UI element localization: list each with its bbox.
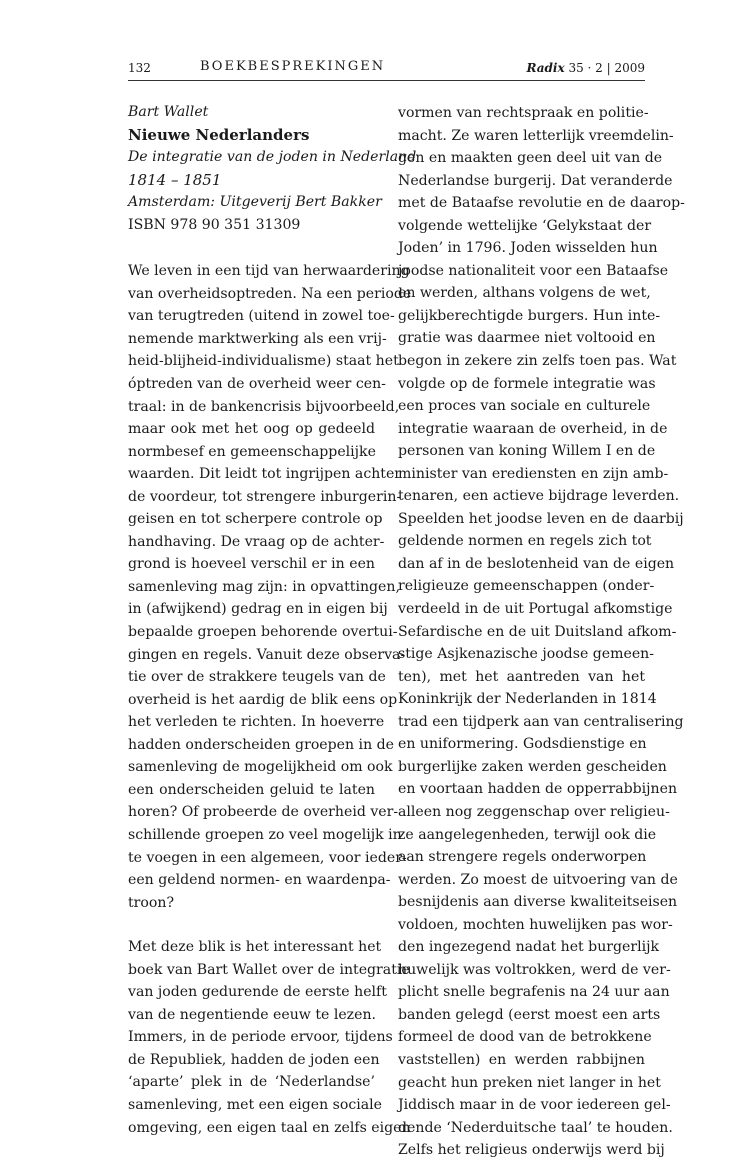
text-line: werden. Zo moest de uitvoering van de bbox=[398, 871, 678, 888]
text-line: van overheidsoptreden. Na een periode bbox=[128, 285, 412, 302]
text-line: geisen en tot scherpere controle op bbox=[128, 511, 383, 528]
journal-reference bbox=[526, 61, 645, 75]
book-subtitle: De integratie van de joden in Nederland bbox=[128, 149, 417, 166]
book-details bbox=[128, 101, 417, 236]
text-line: verdeeld in de uit Portugal afkomstige bbox=[398, 601, 673, 618]
text-line: heid-blijheid-individualisme) staat het bbox=[128, 353, 399, 370]
text-line: macht. Ze waren letterlijk vreemdelin- bbox=[398, 127, 674, 144]
text-line: vormen van rechtspraak en politie- bbox=[398, 105, 649, 121]
text-line: banden gelegd (eerst moest een arts bbox=[398, 1006, 661, 1023]
book-isbn: ISBN 978 90 351 31309 bbox=[128, 216, 301, 233]
text-line: integratie waaraan de overheid, in de bbox=[398, 420, 668, 437]
text-line: Nederlandse burgerij. Dat veranderde bbox=[398, 172, 673, 189]
text-line: waarden. Dit leidt tot ingrijpen achter bbox=[128, 466, 402, 483]
text-line: personen van koning Willem I en de bbox=[398, 443, 656, 460]
text-line: samenleving de mogelijkheid om ook bbox=[128, 759, 393, 776]
right-column bbox=[398, 102, 685, 1162]
text-line: tenaren, een actieve bijdrage leverden. bbox=[398, 488, 680, 505]
text-line: nemende marktwerking als een vrij- bbox=[128, 330, 387, 347]
text-line: Sefardische en de uit Duitsland afkom- bbox=[398, 623, 677, 640]
text-line: geacht hun preken niet langer in het bbox=[398, 1074, 661, 1091]
text-line: huwelijk was voltrokken, werd de ver- bbox=[398, 961, 671, 978]
text-line: geldende normen en regels zich tot bbox=[398, 533, 652, 550]
section-title: BOEKBESPREKINGEN bbox=[200, 59, 386, 74]
text-line: een proces van sociale en culturele bbox=[398, 398, 651, 415]
text-line: horen? Of probeerde de overheid ver- bbox=[128, 804, 399, 821]
book-years: 1814 – 1851 bbox=[128, 170, 222, 189]
text-line: voldoen, mochten huwelijken pas wor- bbox=[398, 916, 673, 933]
text-line: overheid is het aardig de blik eens op bbox=[128, 691, 398, 708]
page-header bbox=[128, 60, 645, 80]
text-line: en uniformering. Godsdienstige en bbox=[398, 736, 647, 753]
text-line: handhaving. De vraag op de achter- bbox=[128, 533, 385, 550]
text-line: van de negentiende eeuw te lezen. bbox=[128, 1006, 377, 1023]
text-line: een geldend normen- en waardenpa- bbox=[128, 872, 391, 889]
text-line: gratie was daarmee niet voltooid en bbox=[398, 330, 656, 347]
text-line: samenleving, met een eigen sociale bbox=[128, 1096, 383, 1113]
journal-name: Radix bbox=[526, 61, 565, 75]
text-line: gen en maakten geen deel uit van de bbox=[398, 150, 663, 167]
text-line: vaststellen) en werden rabbijnen bbox=[398, 1051, 645, 1068]
text-line: Immers, in de periode ervoor, tijdens bbox=[128, 1029, 393, 1046]
text-line: een onderscheiden geluid te laten bbox=[128, 781, 375, 798]
text-line: óptreden van de overheid weer cen- bbox=[128, 376, 386, 393]
text-line: stige Asjkenazische joodse gemeen- bbox=[398, 646, 655, 663]
text-line: boek van Bart Wallet over de integratie bbox=[128, 961, 410, 978]
header-rule bbox=[128, 80, 645, 81]
text-line: ten), met het aantreden van het bbox=[398, 668, 645, 685]
text-line: Koninkrijk der Nederlanden in 1814 bbox=[398, 691, 657, 708]
book-author: Bart Wallet bbox=[128, 104, 209, 120]
text-line: gelijkberechtigde burgers. Hun inte- bbox=[398, 307, 661, 324]
text-line: tie over de strakkere teugels van de bbox=[128, 669, 386, 686]
text-line: met de Bataafse revolutie en de daarop- bbox=[398, 195, 685, 212]
text-line: en voortaan hadden de opperrabbijnen bbox=[398, 781, 678, 798]
text-line: grond is hoeveel verschil er in een bbox=[128, 556, 375, 573]
text-line: den ingezegend nadat het burgerlijk bbox=[398, 939, 660, 956]
text-line: te voegen in een algemeen, voor ieder- bbox=[128, 849, 407, 866]
text-line: formeel de dood van de betrokkene bbox=[398, 1029, 652, 1046]
text-line: in (afwijkend) gedrag en in eigen bij bbox=[128, 601, 388, 618]
text-line: joodse nationaliteit voor een Bataafse bbox=[398, 262, 669, 279]
text-line: Met deze blik is het interessant het bbox=[128, 939, 382, 956]
text-line: Zelfs het religieus onderwijs werd bij bbox=[398, 1142, 665, 1159]
text-line: burgerlijke zaken werden gescheiden bbox=[398, 758, 667, 775]
book-publisher: Amsterdam: Uitgeverij Bert Bakker bbox=[128, 194, 382, 211]
text-line: dende ‘Nederduitsche taal’ te houden. bbox=[398, 1119, 673, 1136]
text-line: normbesef en gemeenschappelijke bbox=[128, 443, 376, 460]
text-line: en werden, althans volgens de wet, bbox=[398, 285, 651, 302]
text-line: religieuze gemeenschappen (onder- bbox=[398, 578, 655, 595]
text-line: de Republiek, hadden de joden een bbox=[128, 1051, 380, 1068]
text-line: plicht snelle begrafenis na 24 uur aan bbox=[398, 984, 670, 1001]
text-line: Speelden het joodse leven en de daarbij bbox=[398, 510, 684, 527]
left-column bbox=[128, 101, 417, 1139]
journal-issue: 35 · 2 | 2009 bbox=[568, 61, 645, 75]
text-line: troon? bbox=[128, 894, 175, 911]
text-line: volgde op de formele integratie was bbox=[398, 375, 656, 392]
text-line: begon in zekere zin zelfs toen pas. Wat bbox=[398, 353, 677, 370]
review-paragraph-2 bbox=[128, 936, 411, 1139]
review-paragraph-1 bbox=[128, 260, 412, 914]
review-paragraph-3 bbox=[398, 102, 685, 1162]
text-line: trad een tijdperk aan van centralisering bbox=[398, 713, 684, 730]
text-line: volgende wettelijke ‘Gelykstaat der bbox=[398, 217, 652, 234]
text-line: minister van erediensten en zijn amb- bbox=[398, 465, 669, 482]
text-line: dan af in de beslotenheid van de eigen bbox=[398, 555, 675, 572]
text-line: besnijdenis aan diverse kwaliteitseisen bbox=[398, 894, 678, 911]
text-line: alleen nog zeggenschap over religieu- bbox=[398, 803, 670, 820]
text-line: ze aangelegenheden, terwijl ook die bbox=[398, 826, 657, 843]
text-line: van terugtreden (uitend in zowel toe- bbox=[128, 308, 395, 325]
text-line: samenleving mag zijn: in opvattingen, bbox=[128, 578, 400, 595]
text-line: gingen en regels. Vanuit deze observa- bbox=[128, 646, 406, 663]
text-line: van joden gedurende de eerste helft bbox=[128, 984, 387, 1001]
text-line: hadden onderscheiden groepen in de bbox=[128, 736, 394, 753]
text-line: de voordeur, tot strengere inburgerin- bbox=[128, 488, 402, 505]
text-line: Joden’ in 1796. Joden wisselden hun bbox=[398, 240, 658, 257]
text-line: maar ook met het oog op gedeeld bbox=[128, 421, 375, 438]
text-line: bepaalde groepen behorende overtui- bbox=[128, 624, 398, 641]
text-line: traal: in de bankencrisis bijvoorbeeld, bbox=[128, 398, 400, 415]
page-number: 132 bbox=[128, 61, 151, 75]
text-line: het verleden te richten. In hoeverre bbox=[128, 714, 385, 731]
text-line: ‘aparte’ plek in de ‘Nederlandse’ bbox=[128, 1074, 375, 1091]
book-title: Nieuwe Nederlanders bbox=[128, 125, 310, 144]
text-line: omgeving, een eigen taal en zelfs eigen bbox=[128, 1119, 411, 1136]
text-line: We leven in een tijd van herwaardering bbox=[128, 263, 410, 280]
text-line: aan strengere regels onderworpen bbox=[398, 849, 647, 866]
text-line: schillende groepen zo veel mogelijk in bbox=[128, 826, 402, 843]
text-line: Jiddisch maar in de voor iedereen gel- bbox=[398, 1097, 671, 1114]
